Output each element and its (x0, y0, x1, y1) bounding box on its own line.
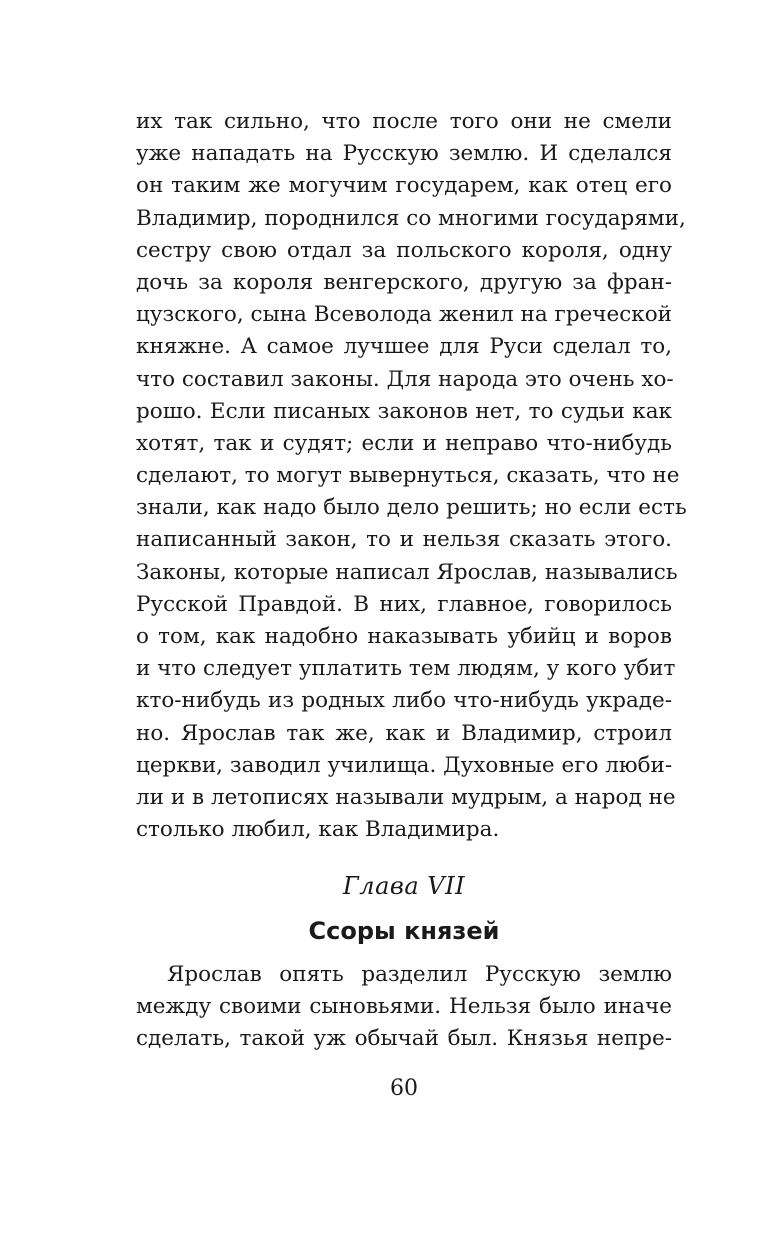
text-line: но. Ярослав так же, как и Владимир, строил (136, 720, 672, 746)
text-line: княжне. А самое лучшее для Руси сделал то, (136, 334, 672, 360)
text-line: и что следует уплатить тем людям, у кого убит (136, 656, 676, 682)
text-line: дочь за короля венгерского, другую за фран- (136, 269, 672, 295)
text-line: сделают, то могут вывернуться, сказать, что не (136, 463, 680, 489)
text-line: хотят, так и судят; если и неправо что-нибудь (136, 430, 672, 456)
text-line: цузского, сына Всеволода женил на греческой (136, 302, 672, 328)
text-line: написанный закон, то и нельзя сказать этого. (136, 527, 672, 553)
text-line: Русской Правдой. В них, главное, говорилось (136, 591, 672, 617)
text-line: Ярослав опять разделил Русскую землю (167, 962, 672, 987)
text-line: сестру свою отдал за польского короля, одну (136, 237, 672, 263)
text-line: их так сильно, что после того они не смели (136, 109, 672, 134)
text-line: церкви, заводил училища. Духовные его люби- (136, 752, 673, 778)
text-line: о том, как надобно наказывать убийц и воров (136, 624, 672, 649)
text-line: Владимир, породнился со многими государями, (136, 205, 686, 231)
text-line: ли и в летописях называли мудрым, а народ не (136, 784, 676, 810)
chapter-title: Ссоры князей (308, 917, 500, 945)
chapter-number: Глава VII (342, 872, 466, 900)
text-line: Законы, которые написал Ярослав, назывались (136, 559, 678, 585)
paragraph-continued (136, 106, 687, 846)
page-number: 60 (390, 1076, 418, 1101)
text-line: уже нападать на Русскую землю. И сделался (136, 141, 672, 167)
paragraph-new (136, 959, 672, 1056)
text-line: что составил законы. Для народа это очень хо- (136, 366, 674, 392)
text-line: рошо. Если писаных законов нет, то судьи как (136, 398, 672, 424)
text-line: он таким же могучим государем, как отец его (136, 173, 672, 199)
text-line: знали, как надо было дело решить; но если есть (136, 495, 687, 521)
text-line: столько любил, как Владимира. (136, 817, 500, 843)
text-line: между своими сыновьями. Нельзя было иначе (136, 994, 672, 1020)
text-line: кто-нибудь из родных либо что-нибудь украде- (136, 688, 672, 714)
text-line: сделать, такой уж обычай был. Князья непре- (136, 1026, 672, 1052)
